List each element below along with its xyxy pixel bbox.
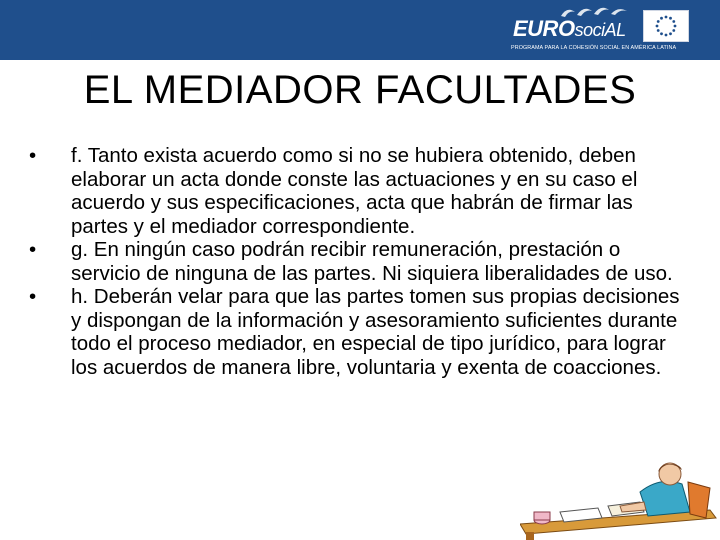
list-item <box>26 285 686 379</box>
list-item <box>26 238 686 285</box>
slide-title: EL MEDIADOR FACULTADES <box>83 68 637 112</box>
bullet-icon: • <box>29 285 37 308</box>
logo-wordmark <box>513 16 626 42</box>
bullet-icon: • <box>29 144 37 167</box>
person-at-desk-clipart <box>520 462 720 540</box>
header-bar <box>0 0 720 60</box>
bullet-icon: • <box>29 238 37 261</box>
logo-social: sociAL <box>574 20 626 40</box>
eurosocial-logo <box>505 4 715 56</box>
list-item-text: f. Tanto exista acuerdo como si no se hubiera obtenido, deben elaborar un acta donde conste las actuaciones y en su caso el acuerdo y sus especificaciones, acta que habrán de firmar las partes y el mediador correspondiente. <box>71 144 638 238</box>
list-item-text: g. En ningún caso podrán recibir remuneración, prestación o servicio de ninguna de las partes. Ni siquiera liberalidades de uso. <box>71 238 673 285</box>
list-item <box>26 144 686 238</box>
bullet-list <box>26 144 686 379</box>
list-item-text: h. Deberán velar para que las partes tomen sus propias decisiones y dispongan de la información y asesoramiento suficientes durante todo el proceso mediador, en especial de tipo jurídico, para lograr los acuerdos de manera libre, voluntaria y exenta de coacciones. <box>71 285 680 379</box>
logo-tagline: PROGRAMA PARA LA COHESIÓN SOCIAL EN AMÉRICA LATINA <box>511 45 677 51</box>
logo-euro: EURO <box>513 16 575 41</box>
eu-flag-icon <box>643 10 689 42</box>
